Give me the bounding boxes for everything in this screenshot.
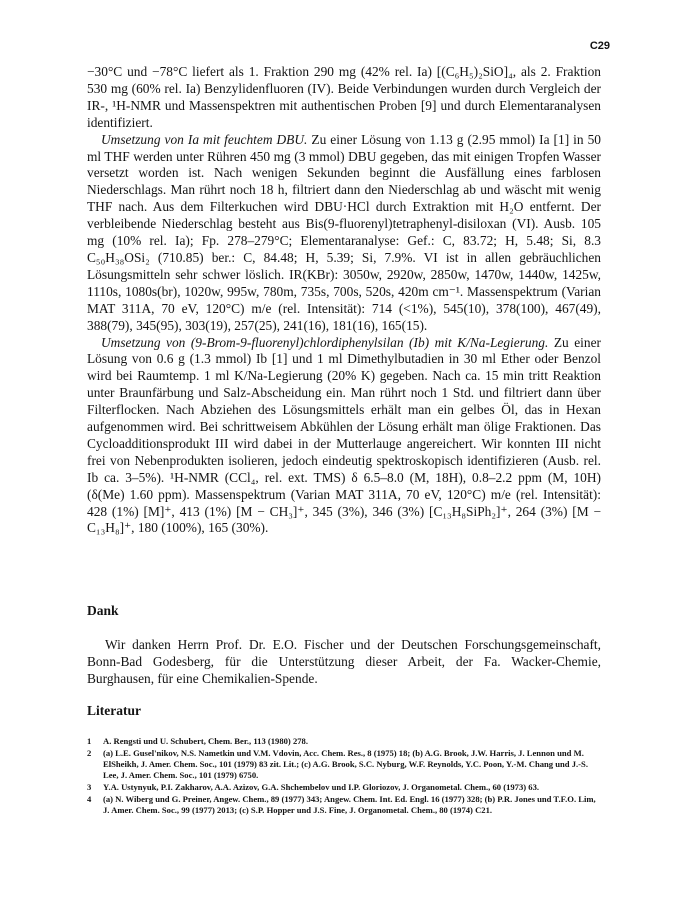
literature-heading: Literatur: [87, 703, 141, 718]
reference-text: A. Rengsti und U. Schubert, Chem. Ber., 113 (1980) 278.: [103, 736, 308, 746]
paragraph-kna-text: Zu einer Lösung von 0.6 g (1.3 mmol) Ib [1] und 1 ml Dimethylbutadien in 30 ml Ether oder Benzol wird bei Raumtemp. 1 ml K/Na-Legierung (20% K) gegeben. Nach ca. 15 min tritt Reaktion unter Braunfärbung und Salz-Abscheidung ein. Man rührt noch 1 Std. und filtriert dann über Filterflocken. Nach Abziehen des Lösungsmittels erhält man ein gelbes Öl, das in Hexan aufgenommen wird. Bei schrittweisem Abkühlen der Lösung erhält man ölige Fraktionen. Das Cycloadditionsprodukt III wird dabei in der Mutterlauge angereichert. Wir konnten III nicht frei von Nebenprodukten isolieren, jedoch eindeutig spektroskopisch identifizieren (Ausb. rel. Ib ca. 3–5%). ¹H-NMR (CCl₄, rel. ext. TMS) δ 6.5–8.0 (M, 18H), 0.8–2.2 ppm (M, 10H) (δ(Me) 1.60 ppm). Massenspektrum (Varian MAT 311A, 70 eV, 120°C) m/e (rel. Intensität): 428 (1%) [M]⁺, 413 (1%) [M − CH₃]⁺, 345 (3%), 346 (3%) [C₁₃H₈SiPh₂]⁺, 264 (3%) [M − C₁₃H₈]⁺, 180 (100%), 165 (30%).: [87, 334, 601, 536]
reference-list: [87, 736, 601, 817]
reference-text: (a) L.E. Gusel'nikov, N.S. Nametkin und V.M. Vdovin, Acc. Chem. Res., 8 (1975) 18; (b) A.G. Brook, J.W. Harris, J. Lennon und M. ElSheikh, J. Amer. Chem. Soc., 101 (1979) 83 zit. Lit.; (c) A.G. Brook, S.C. Nyburg, W.F. Reynolds, Y.C. Poon, Y.-M. Chang und J.-S. Lee, J. Amer. Chem. Soc., 101 (1979) 6750.: [103, 748, 588, 780]
paragraph-dbu-reaction: [87, 132, 601, 335]
reference-number: 1: [87, 736, 92, 746]
paragraph-fraction-results: −30°C und −78°C liefert als 1. Fraktion 290 mg (42% rel. Ia) [(C₆H₅)₂SiO]₄, als 2. Fraktion 530 mg (60% rel. Ia) Benzylidenfluoren (IV). Beide Verbindungen wurden durch Vergleich der IR-, ¹H-NMR und Massenspektren mit authentischen Proben [9] und durch Elementaranalysen identifiziert.: [87, 64, 601, 130]
paragraph-dbu-heading: Umsetzung von Ia mit feuchtem DBU.: [101, 131, 308, 147]
reference-item: [87, 736, 601, 747]
reference-item: [87, 748, 601, 781]
reference-number: 2: [87, 748, 92, 758]
reference-text: (a) N. Wiberg und G. Preiner, Angew. Chem., 89 (1977) 343; Angew. Chem. Int. Ed. Engl. 16 (1977) 328; (b) P.R. Jones und T.F.O. Lim, J. Amer. Chem. Soc., 99 (1977) 2013; (c) S.P. Hopper und J.S. Fine, J. Organometal. Chem., 80 (1974) C21.: [103, 794, 596, 815]
paragraph-kna-reaction: [87, 335, 601, 538]
reference-item: [87, 782, 601, 793]
paragraph-dbu-text: Zu einer Lösung von 1.13 g (2.95 mmol) Ia [1] in 50 ml THF werden unter Rühren 450 mg (3 mmol) DBU gegeben, das mit einigen Tropfen Wasser versetzt worden ist. Nach wenigen Sekunden beginnt die Ausfällung eines farblosen Niederschlags. Man rührt noch 18 h, filtriert dann den Niederschlag ab und wäscht mit wenig THF nach. Aus dem Filterkuchen wird DBU·HCl durch Extraktion mit H₂O entfernt. Der verbleibende Niederschlag besteht aus Bis(9-fluorenyl)tetraphenyl-disiloxan (VI). Ausb. 105 mg (10% rel. Ia); Fp. 278–279°C; Elementaranalyse: Gef.: C, 83.72; H, 5.48; Si, 8.3 C₅₀H₃₈OSi₂ (710.85) ber.: C, 84.48; H, 5.39; Si, 7.9%. VI ist in allen gebräuchlichen Lösungsmitteln sehr schwer löslich. IR(KBr): 3050w, 2920w, 2850w, 1470w, 1440w, 1425w, 1110s, 1080s(br), 1020w, 995w, 780m, 735s, 700s, 520s, 420m cm⁻¹. Massenspektrum (Varian MAT 311A, 70 eV, 120°C) m/e (rel. Intensität): 714 (<1%), 545(10), 378(100), 467(49), 388(79), 345(95), 303(19), 257(25), 241(16), 181(16), 165(15).: [87, 131, 601, 333]
acknowledgment-heading: Dank: [87, 603, 119, 618]
acknowledgment-text: Wir danken Herrn Prof. Dr. E.O. Fischer und der Deutschen Forschungsgemeinschaft, Bonn-Bad Godesberg, für die Unterstützung dieser Arbeit, der Fa. Wacker-Chemie, Burghausen, für eine Chemikalien-Spende.: [87, 637, 601, 686]
reference-text: Y.A. Ustynyuk, P.I. Zakharov, A.A. Azizov, G.A. Shchembelov und I.P. Gloriozov, J. Organometal. Chem., 60 (1973) 63.: [103, 782, 540, 792]
reference-number: 4: [87, 794, 92, 804]
page-number: C29: [589, 40, 610, 52]
paragraph-kna-heading: Umsetzung von (9-Brom-9-fluorenyl)chlordiphenylsilan (Ib) mit K/Na-Legierung.: [101, 334, 549, 350]
reference-number: 3: [87, 782, 92, 792]
reference-item: [87, 794, 601, 816]
experimental-text: [87, 64, 601, 537]
